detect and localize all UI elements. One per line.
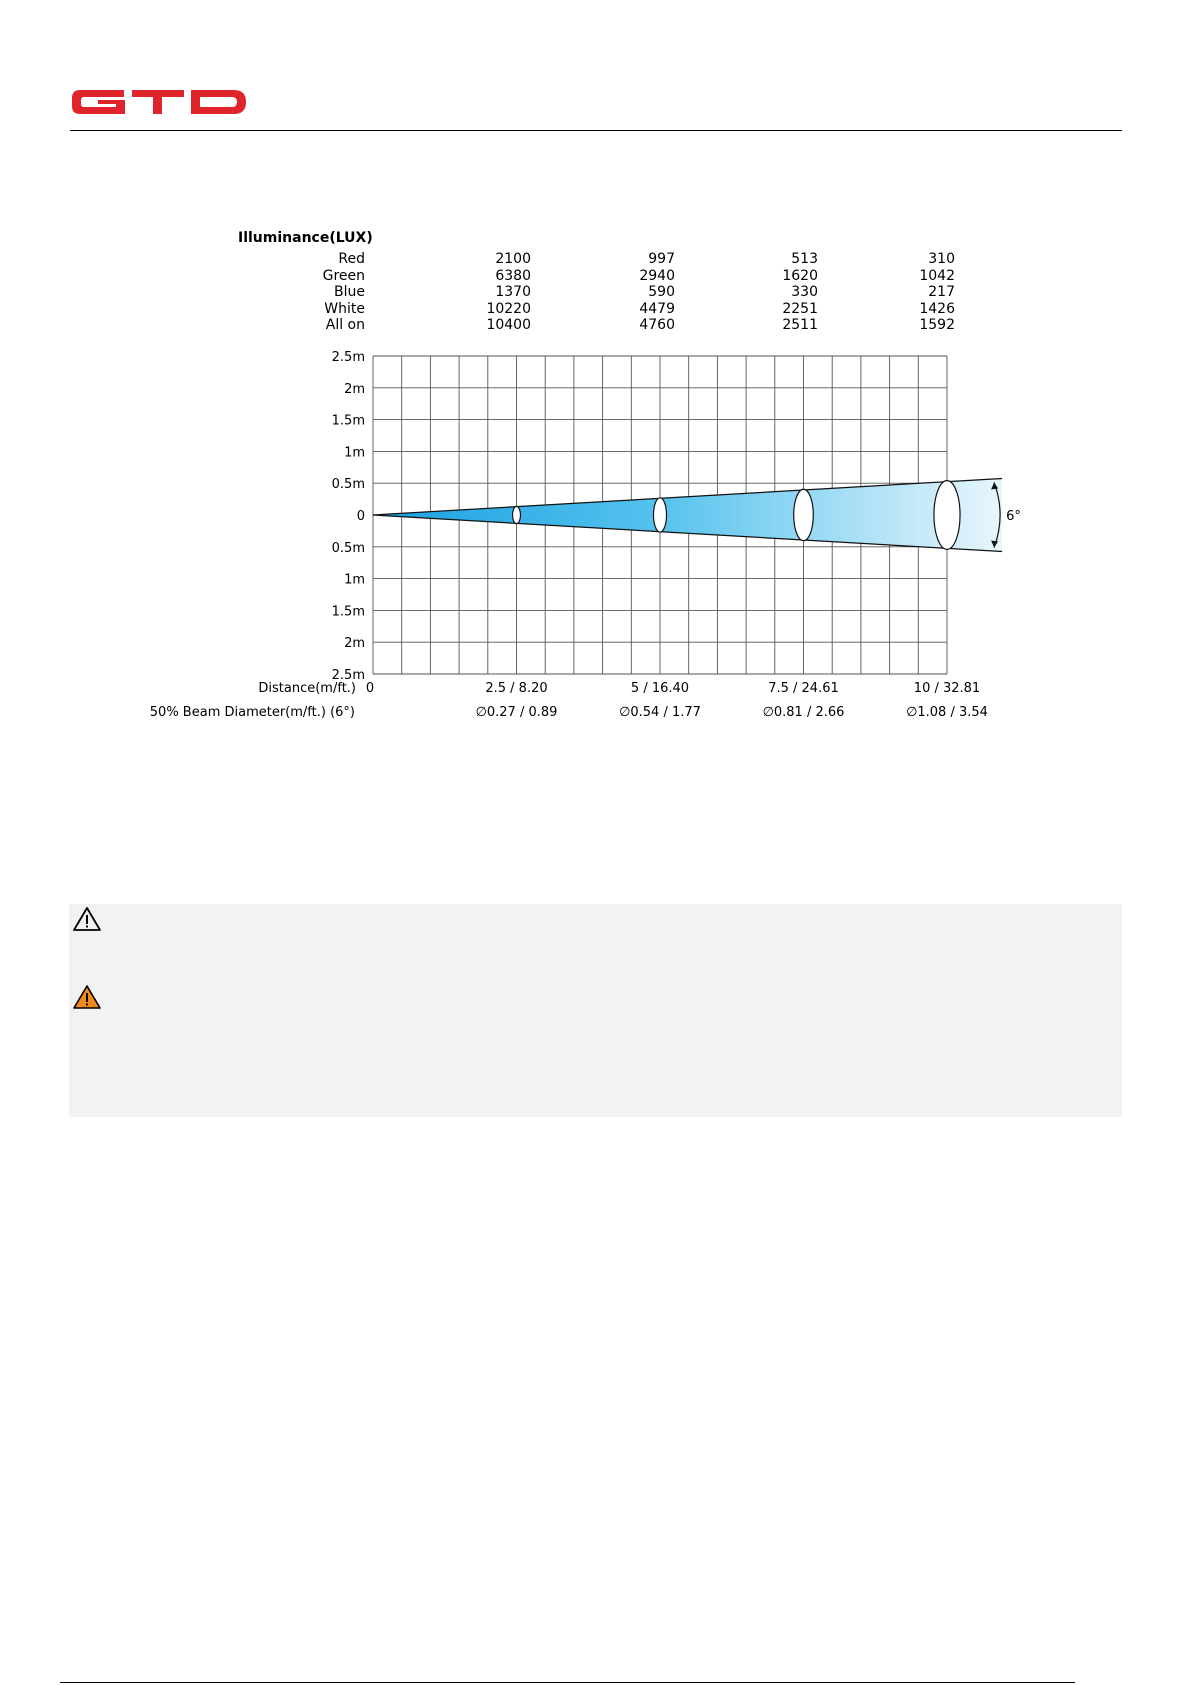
- diameter-value: ∅1.08 / 3.54: [906, 705, 988, 720]
- illuminance-value: 4479: [639, 300, 675, 317]
- y-tick-label: 2m: [344, 381, 365, 397]
- illuminance-value: 2511: [782, 317, 818, 333]
- illuminance-value: 1370: [495, 284, 531, 300]
- illuminance-row-label: All on: [325, 317, 365, 333]
- diameter-value: ∅0.81 / 2.66: [762, 705, 845, 720]
- illuminance-title: Illuminance(LUX): [238, 230, 373, 246]
- illuminance-value: 2940: [639, 267, 675, 284]
- caution-outline-icon: [72, 906, 102, 932]
- illuminance-value: 1592: [919, 317, 955, 333]
- illuminance-value: 330: [791, 284, 818, 300]
- illuminance-row-label: Green: [322, 267, 365, 284]
- illuminance-value: 997: [648, 251, 675, 267]
- beam-section-ellipse: [653, 498, 666, 532]
- x-tick-label: 2.5 / 8.20: [485, 681, 548, 696]
- x-axis-label: Distance(m/ft.): [258, 681, 356, 696]
- beam-angle-label: 6°: [1006, 509, 1021, 524]
- x-tick-label: 7.5 / 24.61: [768, 681, 839, 696]
- x-tick-label: 0: [365, 681, 375, 696]
- illuminance-value: 217: [928, 284, 955, 300]
- illuminance-value: 10220: [486, 300, 531, 317]
- beam-section-ellipse: [513, 506, 521, 523]
- y-tick-label: 2.5m: [331, 350, 365, 365]
- y-tick-label: 1m: [344, 572, 365, 588]
- illuminance-row-label: Red: [338, 251, 365, 267]
- y-tick-label: 2m: [344, 636, 365, 652]
- warning-orange-icon: [72, 984, 102, 1010]
- y-tick-label: 0.5m: [331, 540, 365, 556]
- y-tick-label: 0.5m: [331, 477, 365, 493]
- illuminance-value: 4760: [639, 317, 675, 333]
- beam-cone: [373, 478, 1002, 551]
- warning-box: [69, 904, 1122, 1117]
- x-tick-label: 5 / 16.40: [630, 681, 690, 696]
- illuminance-value: 1042: [919, 267, 955, 284]
- diameter-value: ∅0.54 / 1.77: [619, 705, 701, 720]
- y-tick-label: 1m: [344, 445, 365, 461]
- illuminance-row-label: Blue: [334, 284, 365, 300]
- footer-rule: [60, 1682, 1075, 1683]
- illuminance-value: 10400: [486, 317, 531, 333]
- illuminance-value: 1426: [919, 300, 955, 317]
- x-tick-label: 10 / 32.81: [913, 681, 981, 696]
- illuminance-value: 310: [928, 251, 955, 267]
- illuminance-value: 513: [791, 251, 818, 267]
- illuminance-value: 1620: [782, 267, 818, 284]
- illuminance-row-label: White: [324, 300, 365, 317]
- y-tick-label: 2.5m: [331, 668, 365, 683]
- beam-chart: [0, 0, 1192, 760]
- y-tick-label: 0: [356, 509, 365, 524]
- illuminance-value: 2100: [495, 251, 531, 267]
- beam-section-ellipse: [794, 489, 814, 541]
- beam-section-ellipse: [934, 481, 960, 550]
- illuminance-value: 6380: [495, 267, 531, 284]
- illuminance-value: 590: [648, 284, 675, 300]
- y-tick-label: 1.5m: [331, 604, 365, 620]
- beam-fill: [373, 478, 1002, 551]
- diameter-row-label: 50% Beam Diameter(m/ft.) (6°): [149, 705, 355, 720]
- illuminance-value: 2251: [782, 300, 818, 317]
- diameter-value: ∅0.27 / 0.89: [475, 705, 558, 720]
- y-tick-label: 1.5m: [331, 413, 365, 429]
